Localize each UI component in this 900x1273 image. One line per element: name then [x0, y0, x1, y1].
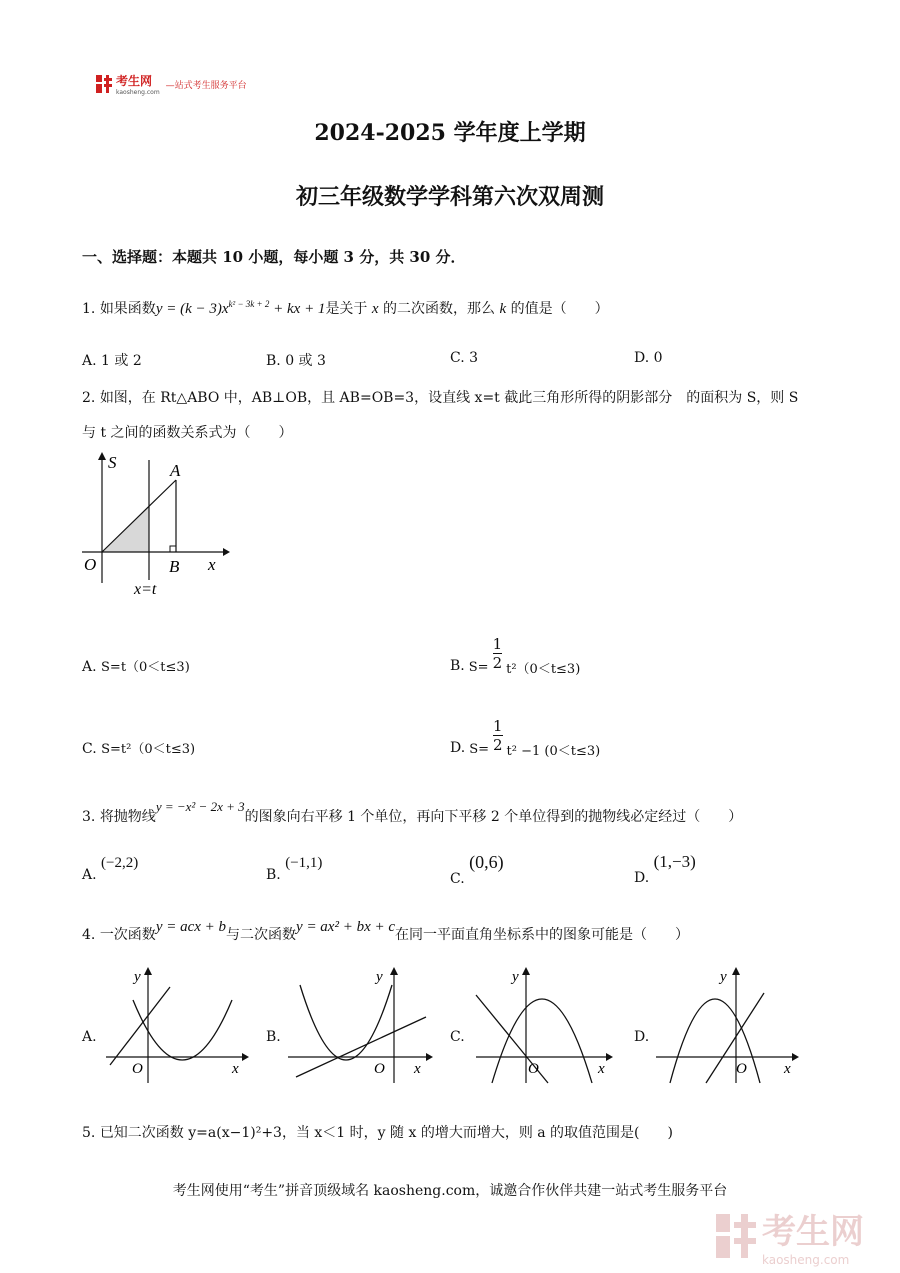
fraction-denominator: 2 — [492, 654, 503, 672]
q3-number: 3. — [82, 809, 96, 825]
option-text: 0 或 3 — [285, 353, 326, 369]
q2-text-line2: 与 t 之间的函数关系式为（ ） — [82, 425, 293, 441]
option-label: D. — [450, 739, 466, 756]
option-label: C. — [450, 871, 465, 887]
page-title-term: 2024-2025 学年度上学期 — [314, 120, 586, 146]
q1-var-k: k — [499, 301, 507, 317]
option-label: C. — [82, 741, 97, 757]
q4-text-mid: 与二次函数 — [226, 927, 297, 943]
option-label: B. — [266, 1029, 281, 1045]
q2-number: 2. — [82, 390, 96, 406]
option-text: S=t（0＜t≤3) — [101, 660, 190, 675]
option-label: A. — [82, 659, 97, 675]
watermark-domain: kaosheng.com — [762, 1253, 850, 1267]
question-4 — [82, 919, 690, 944]
x-axis-arrow-icon — [223, 548, 230, 556]
axis-label-y: y — [376, 969, 383, 985]
q1-var-x: x — [371, 301, 379, 317]
y-axis-arrow-icon — [390, 967, 398, 975]
label-x: x — [208, 555, 216, 574]
q2-option-a[interactable] — [82, 656, 190, 675]
q2-option-b[interactable] — [450, 630, 580, 677]
option-label: C. — [450, 350, 465, 366]
axis-label-y: y — [512, 969, 519, 985]
q2-option-d[interactable] — [450, 712, 600, 759]
watermark-name: 考生网 — [762, 1212, 864, 1252]
q3-option-d[interactable] — [634, 852, 696, 886]
axis-label-x: x — [232, 1061, 239, 1077]
q2-option-c[interactable] — [82, 738, 195, 757]
section-heading: 一、选择题：本题共 10 小题，每小题 3 分，共 30 分． — [82, 248, 466, 266]
q4-text-pre: 一次函数 — [99, 927, 156, 943]
option-text: (0,6) — [469, 852, 504, 872]
option-label: C. — [450, 1029, 465, 1045]
option-text: (1,−3) — [653, 852, 696, 871]
right-angle-mark — [170, 546, 176, 552]
x-axis-arrow-icon — [606, 1053, 613, 1061]
y-axis-arrow-icon — [98, 452, 106, 460]
q1-number: 1. — [82, 301, 96, 317]
origin-label: O — [132, 1061, 143, 1077]
x-axis-arrow-icon — [242, 1053, 249, 1061]
axis-label-x: x — [414, 1061, 421, 1077]
q1-formula — [156, 301, 326, 317]
q5-text: 已知二次函数 y=a(x−1)²+3，当 x＜1 时，y 随 x 的增大而增大，则 a 的取值范围是( ) — [99, 1125, 673, 1141]
y-axis-arrow-icon — [522, 967, 530, 975]
q1-text-pre: 如果函数 — [99, 301, 156, 317]
option-label: B. — [450, 657, 465, 674]
q4-graph-a[interactable] — [100, 965, 250, 1085]
fraction-denominator: 2 — [493, 736, 503, 754]
q4-option-a[interactable] — [82, 1029, 97, 1045]
q4-formula-quadratic: y = ax² + bx + c — [296, 919, 396, 935]
q3-text-pre: 将抛物线 — [99, 809, 156, 825]
q4-option-d[interactable] — [634, 1029, 649, 1045]
q1-text-mid2: 的二次函数，那么 — [383, 301, 496, 317]
option-text: (−1,1) — [285, 855, 323, 871]
axis-label-x: x — [598, 1061, 605, 1077]
x-axis-arrow-icon — [792, 1053, 799, 1061]
q1-option-a[interactable] — [82, 350, 142, 370]
fraction-one-half — [493, 635, 503, 672]
q4-formula-linear: y = acx + b — [155, 919, 227, 935]
option-text: S=t²（0＜t≤3) — [101, 742, 196, 757]
q5-number: 5. — [82, 1125, 96, 1141]
watermark — [716, 1204, 864, 1267]
q3-formula: y = −x² − 2x + 3 — [155, 799, 245, 814]
label-o: O — [84, 555, 97, 574]
page-footer: 考生网使用“考生”拼音顶级域名 kaosheng.com，诚邀合作伙伴共建一站式考生服务平台 — [172, 1183, 728, 1199]
option-label: D. — [634, 1029, 650, 1045]
logo-name: 考生网 — [116, 74, 153, 88]
q3-option-a[interactable] — [82, 855, 139, 883]
q1-text-mid: 是关于 — [325, 301, 368, 317]
q2-figure — [78, 448, 238, 598]
label-x-equals-t: x=t — [134, 581, 157, 598]
option-text: (−2,2) — [101, 855, 139, 871]
option-label: A. — [82, 353, 97, 369]
line — [706, 993, 764, 1083]
option-label: A. — [82, 867, 97, 883]
fraction-numerator: 1 — [492, 635, 503, 653]
option-text: t²（0＜t≤3) — [506, 662, 581, 677]
axis-label-y: y — [134, 969, 141, 985]
q4-option-b[interactable] — [266, 1029, 281, 1045]
q4-graph-b[interactable] — [284, 965, 434, 1085]
x-axis-arrow-icon — [426, 1053, 433, 1061]
logo-slogan: —站式考生服务平台 — [165, 80, 247, 91]
q2-text-line1: 如图，在 Rt△ABO 中，AB⊥OB，且 AB=OB=3，设直线 x=t 截此三角形所得的阴影部分 的面积为 S，则 S — [99, 390, 799, 406]
option-text-pre: S= — [468, 660, 489, 675]
option-text: 3 — [469, 350, 479, 366]
label-a: A — [170, 461, 181, 480]
q1-option-c[interactable] — [450, 350, 478, 366]
logo-mark-icon — [96, 75, 112, 93]
option-text: t² −1 (0＜t≤3) — [506, 744, 601, 759]
q3-option-c[interactable] — [450, 852, 504, 887]
origin-label: O — [736, 1061, 747, 1077]
q1-formula-tail: + kx + 1 — [273, 301, 326, 317]
option-text-pre: S= — [469, 742, 489, 757]
parabola — [492, 999, 592, 1083]
q1-text-post: 的值是（ ） — [510, 301, 609, 317]
q1-formula-exponent: k² − 3k + 2 — [228, 299, 270, 309]
q1-option-b[interactable] — [266, 350, 326, 370]
axis-label-x: x — [784, 1061, 791, 1077]
question-3 — [82, 799, 743, 826]
q1-formula-main: y = (k − 3)x — [155, 301, 229, 317]
q4-graph-c[interactable] — [468, 965, 618, 1085]
origin-label: O — [374, 1061, 385, 1077]
option-label: D. — [634, 870, 650, 886]
axis-label-y: y — [720, 969, 727, 985]
q4-number: 4. — [82, 927, 96, 943]
page-title-exam: 初三年级数学学科第六次双周测 — [295, 184, 604, 210]
option-label: B. — [266, 353, 281, 369]
question-2 — [82, 387, 822, 407]
q4-text-post: 在同一平面直角坐标系中的图象可能是（ ） — [395, 927, 690, 943]
fraction-numerator: 1 — [493, 717, 503, 735]
option-text: 1 或 2 — [101, 353, 142, 369]
option-text: 0 — [653, 350, 663, 366]
option-label: A. — [82, 1029, 97, 1045]
y-axis-arrow-icon — [144, 967, 152, 975]
fraction-one-half — [493, 717, 503, 754]
y-axis-arrow-icon — [732, 967, 740, 975]
q1-option-d[interactable] — [634, 350, 663, 366]
origin-label: O — [528, 1061, 539, 1077]
label-b: B — [169, 557, 180, 576]
q3-option-b[interactable] — [266, 855, 323, 883]
watermark-logo-icon — [716, 1214, 756, 1258]
question-1 — [82, 298, 609, 318]
option-label: B. — [266, 867, 281, 883]
q4-graph-d[interactable] — [652, 965, 802, 1085]
line — [110, 987, 170, 1065]
q3-text-post: 的图象向右平移 1 个单位，再向下平移 2 个单位得到的抛物线必定经过（ ） — [244, 809, 743, 825]
site-logo — [96, 72, 247, 96]
label-s: S — [108, 453, 117, 472]
question-5 — [82, 1122, 673, 1142]
q4-option-c[interactable] — [450, 1029, 465, 1045]
parabola — [300, 985, 392, 1060]
logo-domain: kaosheng.com — [116, 89, 160, 96]
option-label: D. — [634, 350, 650, 366]
